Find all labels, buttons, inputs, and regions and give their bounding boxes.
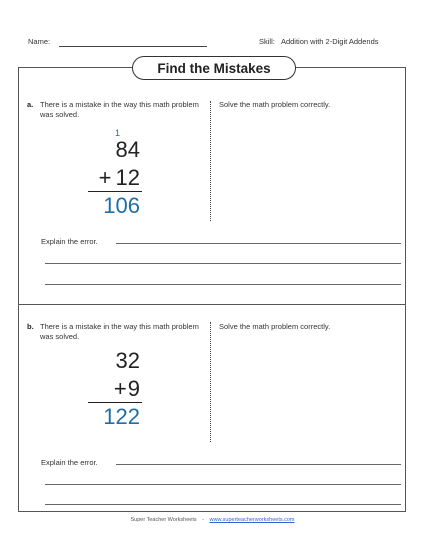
problem-a-prompt: There is a mistake in the way this math problem was solved. [40,100,199,119]
skill-value: Addition with 2-Digit Addends [280,37,379,46]
problem-a-plus-sign: + [98,165,112,190]
problem-a-sum-line [88,191,142,192]
name-label: Name: [28,37,51,46]
problem-b-explain-label: Explain the error. [41,458,98,467]
problem-a-explain-line-2[interactable] [45,263,401,264]
skill-header [259,37,379,46]
problem-a-addend-row [82,167,140,189]
problem-b-bottom-number: 9 [127,376,140,401]
footer [0,517,425,523]
problem-b-plus-sign: + [113,376,127,401]
name-blank-line[interactable] [59,46,207,47]
problem-a-explain-line-3[interactable] [45,284,401,285]
problem-b-letter: b. [27,322,34,331]
problem-b-divider [210,322,211,442]
section-divider [18,304,406,305]
problem-a-top-number: 84 [115,137,140,162]
worksheet-frame [18,67,406,512]
footer-separator: - [202,517,204,523]
problem-a-bottom-number: 12 [115,165,140,190]
problem-b-explain-line-3[interactable] [45,504,401,505]
problem-b-addend-row [82,378,140,400]
problem-a-solve-label: Solve the math problem correctly. [219,100,331,109]
worksheet-title: Find the Mistakes [132,56,296,80]
problem-b-explain-line-2[interactable] [45,484,401,485]
footer-link[interactable]: www.superteacherworksheets.com [209,517,295,523]
skill-label: Skill: [259,37,275,46]
problem-a-explain-label: Explain the error. [41,237,98,246]
problem-a-carry: 1 [115,128,121,138]
problem-b-explain-line-1[interactable] [116,464,401,465]
problem-b-solve-label: Solve the math problem correctly. [219,322,331,331]
problem-a-explain-line-1[interactable] [116,243,401,244]
problem-b-sum-line [88,402,142,403]
problem-a-answer: 106 [103,193,140,218]
problem-b-top-number: 32 [115,348,140,373]
problem-b-answer: 122 [103,404,140,429]
problem-b-prompt: There is a mistake in the way this math problem was solved. [40,322,199,341]
footer-brand: Super Teacher Worksheets [130,517,197,523]
problem-a-divider [210,101,211,221]
problem-a-letter: a. [27,100,34,109]
